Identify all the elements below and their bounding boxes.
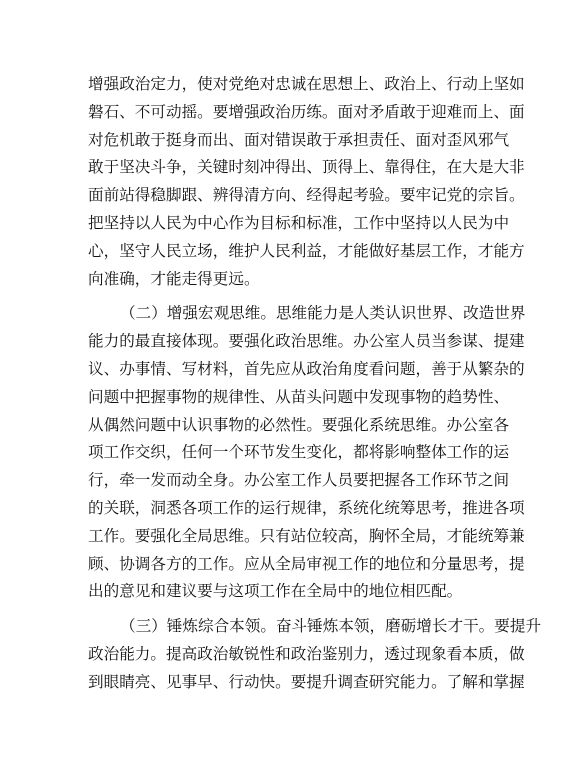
text-line: 从偶然问题中认识事物的必然性。要强化系统思维。办公室各 bbox=[88, 415, 510, 434]
text-line: 向准确，才能走得更远。 bbox=[88, 269, 260, 288]
text-line: 议、办事情、写材料，首先应从政治角度看问题，善于从繁杂的 bbox=[88, 359, 525, 378]
text-line: 顾、协调各方的工作。应从全局审视工作的地位和分量思考，提 bbox=[88, 554, 525, 573]
text-line: 到眼睛亮、见事早、行动快。要提升调查研究能力。了解和掌握 bbox=[88, 672, 525, 691]
document-body bbox=[88, 71, 542, 697]
text-line: 工作。要强化全局思维。只有站位较高，胸怀全局，才能统筹兼 bbox=[88, 526, 525, 545]
text-line: 对危机敢于挺身而出、面对错误敢于承担责任、面对歪风邪气 bbox=[88, 130, 510, 149]
text-line: 问题中把握事物的规律性、从苗头问题中发现事物的趋势性、 bbox=[88, 387, 510, 406]
text-line: 磐石、不可动摇。要增强政治历练。面对矛盾敢于迎难而上、面 bbox=[88, 102, 525, 121]
text-line: 面前站得稳脚跟、辨得清方向、经得起考验。要牢记党的宗旨。 bbox=[88, 186, 525, 205]
text-line: 心，坚守人民立场，维护人民利益，才能做好基层工作，才能方 bbox=[88, 241, 525, 260]
paragraph-macro-thinking bbox=[88, 300, 526, 606]
text-line: 出的意见和建议要与这项工作在全局中的地位相匹配。 bbox=[88, 582, 463, 601]
section-heading-line: （二）增强宏观思维。思维能力是人类认识世界、改造世界 bbox=[120, 304, 526, 323]
paragraph-gap bbox=[88, 293, 498, 300]
paragraph-comprehensive-skills bbox=[88, 613, 542, 696]
text-line: 政治能力。提高政治敏锐性和政治鉴别力，透过现象看本质，做 bbox=[88, 644, 525, 663]
text-line: 敢于坚决斗争，关键时刻冲得出、顶得上、靠得住，在大是大非 bbox=[88, 158, 525, 177]
text-line: 把坚持以人民为中心作为目标和标准，工作中坚持以人民为中 bbox=[88, 213, 510, 232]
text-line: 的关联，洞悉各项工作的运行规律，系统化统筹思考，推进各项 bbox=[88, 498, 525, 517]
text-line: 能力的最直接体现。要强化政治思维。办公室人员当参谋、提建 bbox=[88, 332, 525, 351]
text-line: 行，牵一发而动全身。办公室工作人员要把握各工作环节之间 bbox=[88, 471, 510, 490]
paragraph-gap bbox=[88, 606, 498, 613]
text-line: 项工作交织，任何一个环节发生变化，都将影响整体工作的运 bbox=[88, 443, 510, 462]
section-heading-line: （三）锤炼综合本领。奋斗锤炼本领，磨砺增长才干。要提升 bbox=[120, 617, 542, 636]
text-line: 增强政治定力，使对党绝对忠诚在思想上、政治上、行动上坚如 bbox=[88, 75, 525, 93]
paragraph-political-stance bbox=[88, 71, 525, 293]
